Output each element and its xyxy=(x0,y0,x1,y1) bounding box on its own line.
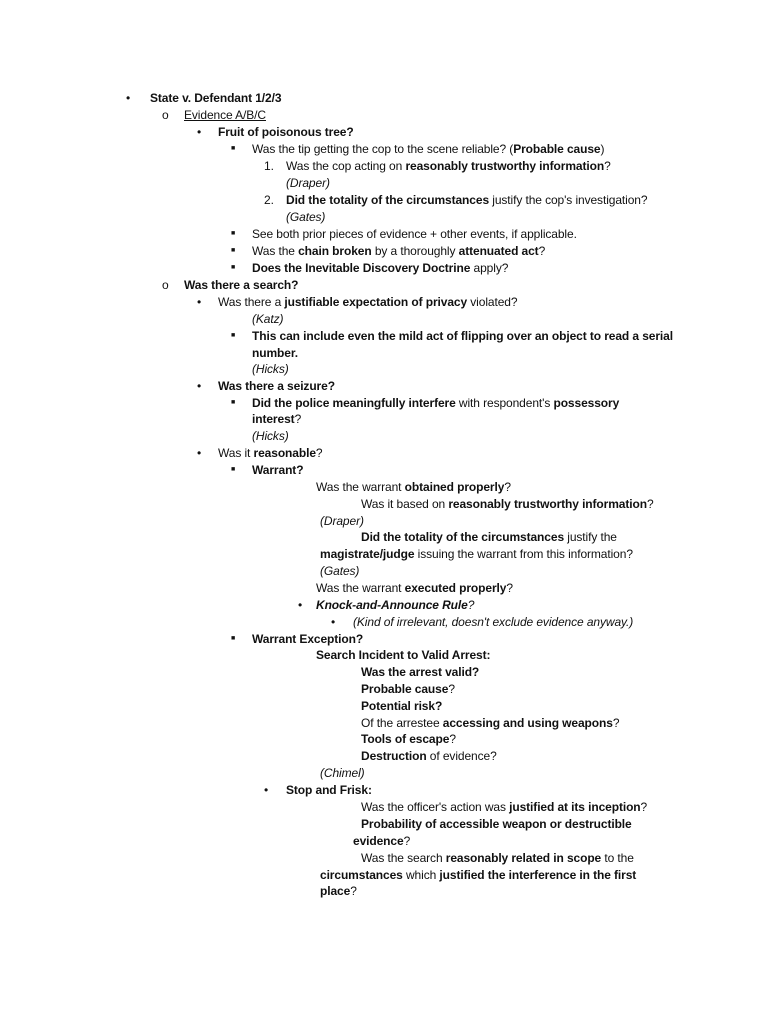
square-marker: ■ xyxy=(231,399,236,406)
bullet-marker: • xyxy=(197,446,202,460)
outline-line: Was the arrest valid? xyxy=(361,665,480,679)
outline-line: Was the cop acting on reasonably trustworthy information? xyxy=(286,159,611,173)
square-marker: ■ xyxy=(231,635,236,642)
outline-line: See both prior pieces of evidence + other events, if applicable. xyxy=(252,227,577,241)
bullet-marker: • xyxy=(197,125,202,139)
outline-line: Does the Inevitable Discovery Doctrine apply? xyxy=(252,261,509,275)
square-marker: ■ xyxy=(231,247,236,254)
outline-line: circumstances which justified the interference in the first xyxy=(320,868,637,882)
outline-line: Probable cause? xyxy=(361,682,455,696)
citation: (Katz) xyxy=(252,312,284,326)
citation: (Hicks) xyxy=(252,429,289,443)
outline-line: Potential risk? xyxy=(361,699,443,713)
outline-line: number. xyxy=(252,346,298,360)
citation: (Gates) xyxy=(320,564,360,578)
outline-line: Knock-and-Announce Rule? xyxy=(316,598,475,612)
bullet-marker: • xyxy=(126,91,131,105)
outline-line: State v. Defendant 1/2/3 xyxy=(150,91,282,105)
outline-line: Was the warrant obtained properly? xyxy=(316,480,511,494)
citation: (Draper) xyxy=(286,176,330,190)
bullet-marker: • xyxy=(298,598,303,612)
bullet-marker: • xyxy=(197,295,202,309)
outline-line: Destruction of evidence? xyxy=(361,749,497,763)
citation: (Chimel) xyxy=(320,766,365,780)
number-marker: 1. xyxy=(264,159,275,173)
outline-line: magistrate/judge issuing the warrant from this information? xyxy=(320,547,633,561)
outline-line: Was there a search? xyxy=(184,278,299,292)
outline-line: Was there a justifiable expectation of privacy violated? xyxy=(218,295,518,309)
square-marker: ■ xyxy=(231,145,236,152)
outline-line: Did the totality of the circumstances justify the cop's investigation? xyxy=(286,193,648,207)
outline-line: Was it based on reasonably trustworthy information? xyxy=(361,497,654,511)
outline-line: Did the police meaningfully interfere with respondent's possessory xyxy=(252,396,620,410)
square-marker: ■ xyxy=(231,264,236,271)
outline-line: Was it reasonable? xyxy=(218,446,323,460)
outline-line: Was there a seizure? xyxy=(218,379,335,393)
outline-line: Was the tip getting the cop to the scene reliable? (Probable cause) xyxy=(252,142,605,156)
number-marker: 2. xyxy=(264,193,275,207)
outline-line: This can include even the mild act of flipping over an object to read a serial xyxy=(252,329,673,343)
citation: (Hicks) xyxy=(252,362,289,376)
outline-line: Was the search reasonably related in scope to the xyxy=(361,851,634,865)
outline-line: interest? xyxy=(252,412,302,426)
bullet-marker: • xyxy=(197,379,202,393)
outline-line: Was the warrant executed properly? xyxy=(316,581,513,595)
square-marker: ■ xyxy=(231,230,236,237)
square-marker: ■ xyxy=(231,332,236,339)
outline-line: Was the chain broken by a thoroughly attenuated act? xyxy=(252,244,546,258)
bullet-marker: • xyxy=(331,615,336,629)
outline-line: place? xyxy=(320,884,357,898)
outline-line: Was the officer's action was justified at its inception? xyxy=(361,800,648,814)
outline-line: Probability of accessible weapon or destructible xyxy=(361,817,632,831)
citation: (Draper) xyxy=(320,514,364,528)
outline-line: Of the arrestee accessing and using weapons? xyxy=(361,716,620,730)
citation: (Gates) xyxy=(286,210,326,224)
bullet-marker: • xyxy=(264,783,269,797)
square-marker: ■ xyxy=(231,466,236,473)
outline-line: (Kind of irrelevant, doesn't exclude evidence anyway.) xyxy=(353,615,634,629)
outline-line: evidence? xyxy=(353,834,411,848)
outline-line: Evidence A/B/C xyxy=(184,108,266,122)
circle-marker: o xyxy=(162,108,169,122)
outline-line: Stop and Frisk: xyxy=(286,783,372,797)
outline-line: Warrant? xyxy=(252,463,304,477)
outline-line: Did the totality of the circumstances justify the xyxy=(361,530,617,544)
outline-line: Warrant Exception? xyxy=(252,632,364,646)
outline-line: Fruit of poisonous tree? xyxy=(218,125,354,139)
outline-line: Search Incident to Valid Arrest: xyxy=(316,648,491,662)
circle-marker: o xyxy=(162,278,169,292)
outline-line: Tools of escape? xyxy=(361,732,456,746)
